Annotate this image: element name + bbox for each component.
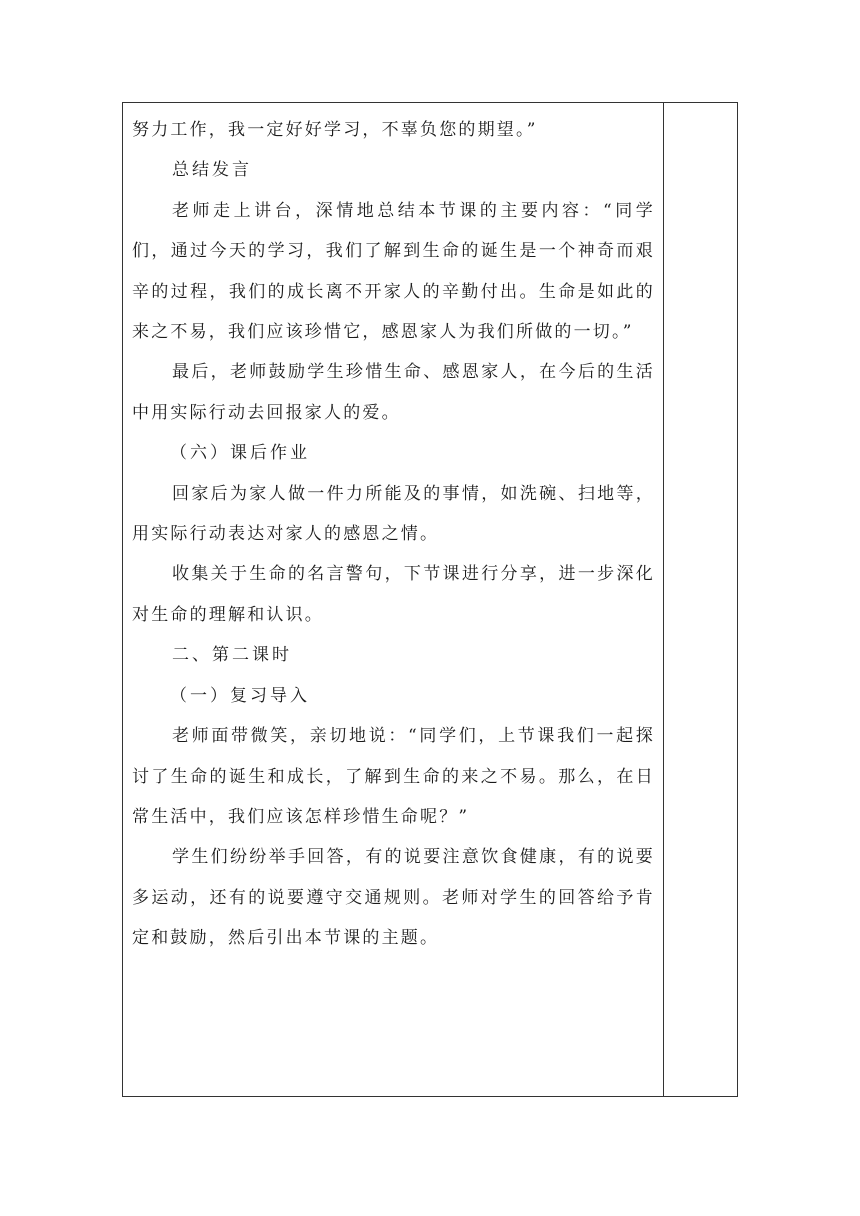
- section-heading-second-lesson: 二、第二课时: [172, 645, 292, 666]
- content-cell: [123, 103, 663, 1096]
- paragraph-teacher-summary: 老师走上讲台，深情地总结本节课的主要内容：“同学们，通过今天的学习，我们了解到生命的诞生是一个神奇而艰辛的过程，我们的成长离不开家人的辛勤付出。生命是如此的来之不易，我们应该珍惜它，感恩家人为我们所做的一切。”: [132, 200, 655, 343]
- section-heading-homework: （六）课后作业: [170, 443, 310, 464]
- paragraph-encouragement: 最后，老师鼓励学生珍惜生命、感恩家人，在今后的生活中用实际行动去回报家人的爱。: [132, 362, 655, 423]
- paragraph-student-answers: 学生们纷纷举手回答，有的说要注意饮食健康，有的说要多运动，还有的说要遵守交通规则。老师对学生的回答给予肯定和鼓励，然后引出本节课的主题。: [132, 847, 655, 949]
- lesson-plan-table: [122, 102, 738, 1097]
- section-heading-review: （一）复习导入: [170, 685, 310, 706]
- paragraph-continuation: 努力工作，我一定好好学习，不辜负您的期望。”: [132, 120, 538, 140]
- section-heading-summary: 总结发言: [172, 160, 252, 181]
- paragraph-review-intro: 老师面带微笑，亲切地说：“同学们，上节课我们一起探讨了生命的诞生和成长，了解到生命的来之不易。那么，在日常生活中，我们应该怎样珍惜生命呢？”: [132, 726, 655, 827]
- paragraph-homework-2: 收集关于生命的名言警句，下节课进行分享，进一步深化对生命的理解和认识。: [132, 564, 655, 625]
- paragraph-homework-1: 回家后为家人做一件力所能及的事情，如洗碗、扫地等，用实际行动表达对家人的感恩之情。: [132, 483, 655, 545]
- notes-cell: [664, 103, 737, 1096]
